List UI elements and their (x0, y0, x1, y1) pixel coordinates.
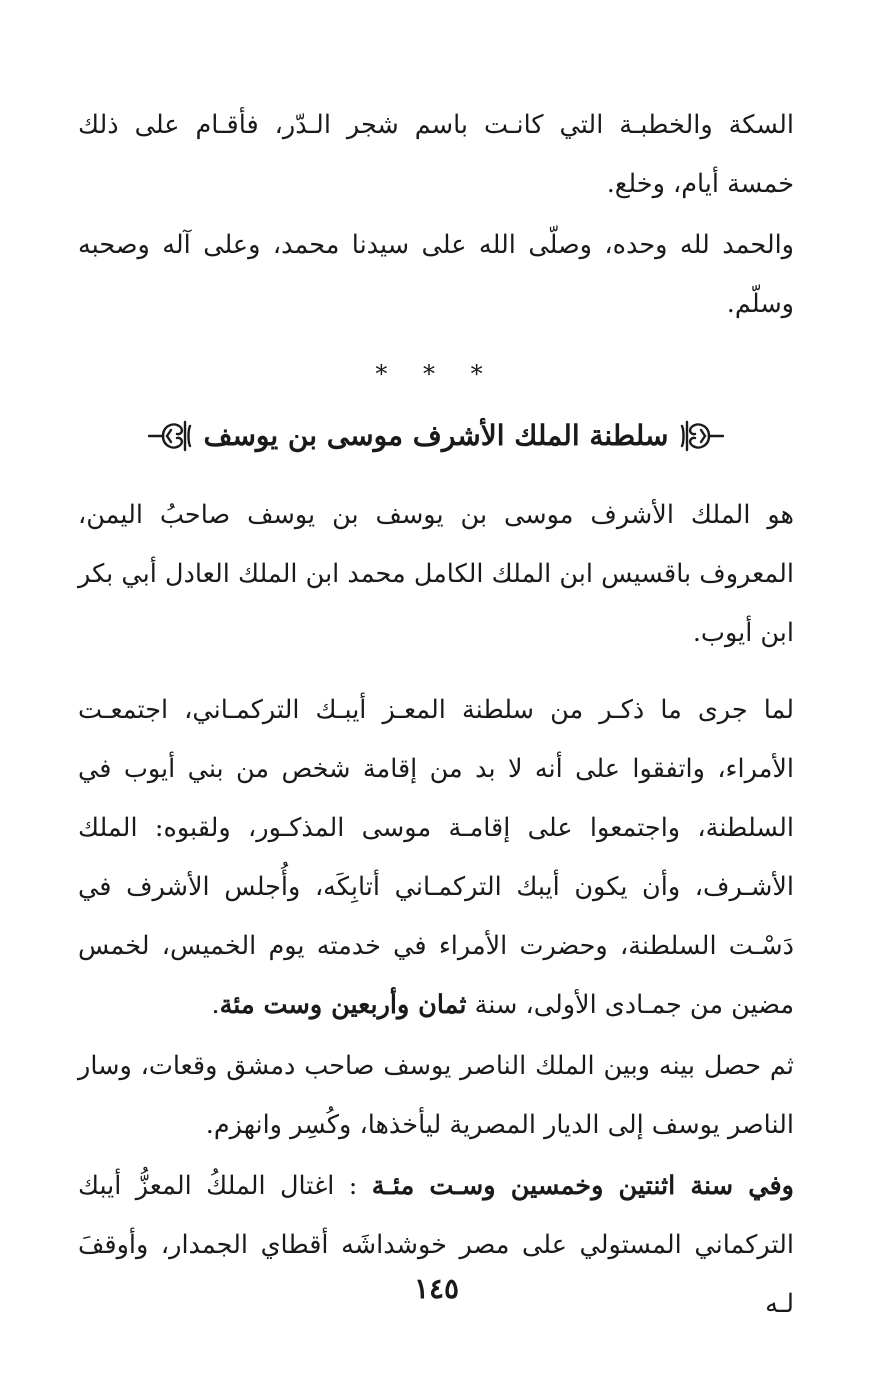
paragraph-1: السكة والخطبـة التي كانـت باسم شجر الـدّر، فأقـام على ذلك خمسة أيام، وخلع. (78, 110, 794, 199)
paragraph-4-bold-date: ثمان وأربعين وست مئة (219, 990, 467, 1020)
paragraph-5: ثم حصل بينه وبين الملك الناصر يوسف صاحب دمشق وقعات، وسار الناصر يوسف إلى الديار المصرية ليأخذها، وكُسِر وانهزم. (78, 1051, 794, 1140)
page-number: ١٤٥ (413, 1272, 460, 1305)
paragraph-4 (78, 681, 794, 1035)
paragraph-6 (78, 1157, 794, 1334)
section-separator: * * * (375, 360, 497, 388)
paragraph-3: هو الملك الأشرف موسى بن يوسف بن يوسف صاحبُ اليمن، المعروف باقسيس ابن الملك الكامل محمد ابن الملك العادل أبي بكر ابن أيوب. (78, 500, 794, 648)
page-body (78, 96, 794, 1366)
paragraph-2: والحمد لله وحده، وصلّى الله على سيدنا محمد، وعلى آله وصحبه وسلّم. (78, 230, 794, 319)
section-heading (78, 400, 794, 472)
paragraph-4-text: لما جرى ما ذكـر من سلطنة المعـز أيبـك التركمـاني، اجتمعـت الأمراء، واتفقوا على أنه لا بد من إقامة شخص من بني أيوب في السلطنة، واجتمعوا على إقامـة موسى المذكـور، ولقبوه: الملك الأشـرف، وأن يكون أيبك التركمـاني أتابِكَه، وأُجلس الأشرف في دَسْـت السلطنة، وحضرت الأمراء في خدمته يوم الخميس، لخمس مضين من جمـادى الأولى، سنة (78, 695, 794, 1020)
paragraph-4-end: . (211, 990, 220, 1020)
ornament-left-icon (679, 416, 727, 456)
ornament-right-icon (145, 416, 193, 456)
paragraph-6-text: : اغتال الملكُ المعزُّ أيبك التركماني المستولي على مصر خوشداشَه أقطاي الجمدار، وأوقفَ لـه (78, 1171, 794, 1319)
paragraph-6-bold-date: وفي سنة اثنتين وخمسين وسـت مئـة (371, 1171, 794, 1201)
heading-title: سلطنة الملك الأشرف موسى بن يوسف (203, 419, 669, 452)
